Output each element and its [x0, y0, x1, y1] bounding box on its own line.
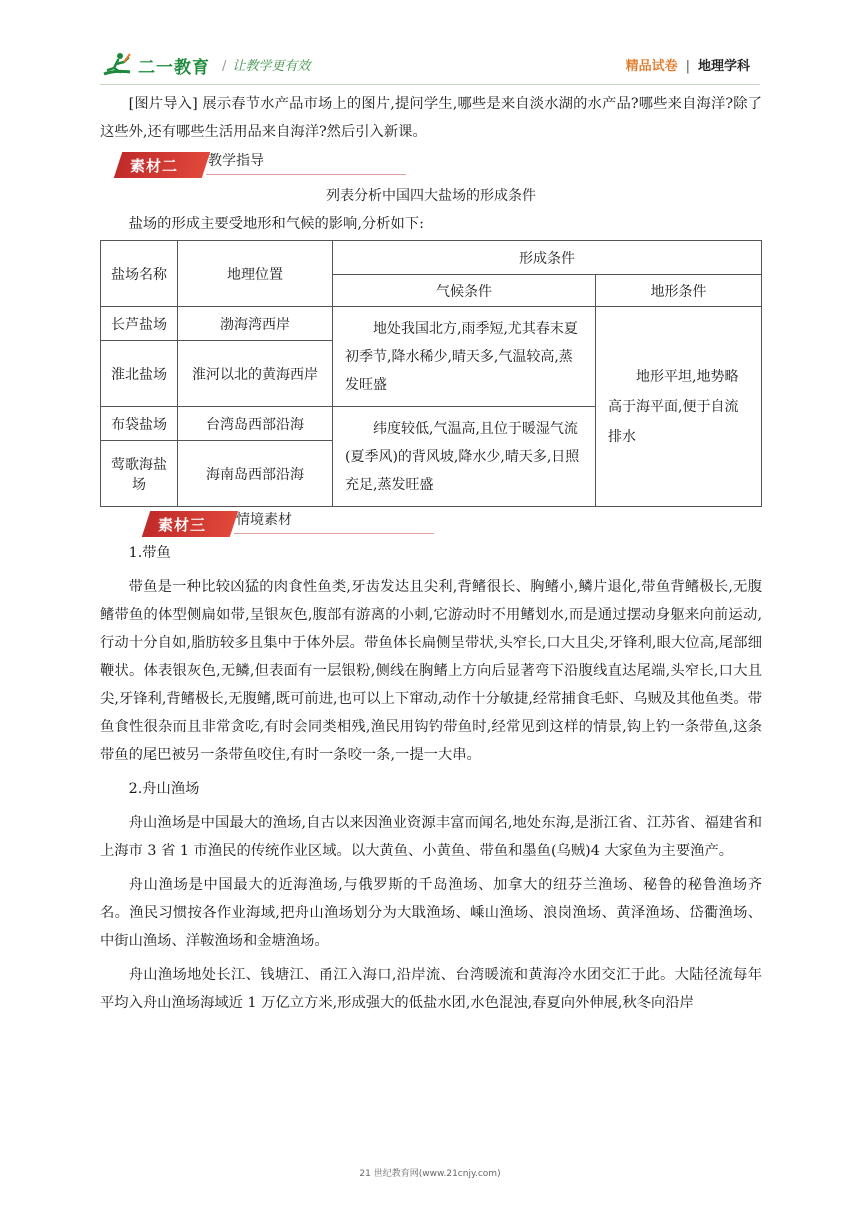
logo — [100, 50, 210, 80]
slogan-text: 让教学更有效 — [232, 59, 311, 74]
section2-header — [100, 150, 762, 180]
table-cell-location: 海南岛西部沿海 — [178, 441, 333, 507]
table-cell-location: 台湾岛西部沿海 — [178, 407, 333, 441]
climate-north — [333, 307, 596, 407]
climate-south — [333, 407, 596, 507]
header-right — [626, 55, 750, 74]
logo-text: 二一教育 — [138, 57, 210, 78]
header-separator: | — [685, 59, 690, 74]
item2-paragraph-1: 舟山渔场是中国最大的渔场,自古以来因渔业资源丰富而闻名,地处东海,是浙江省、江苏省、福建省和上海市 3 省 1 市渔民的传统作业区域。以大黄鱼、小黄鱼、带鱼和墨鱼(乌贼)4 大家鱼为主要渔产。 — [100, 815, 762, 859]
header-conditions: 形成条件 — [333, 241, 762, 275]
table-title: 列表分析中国四大盐场的形成条件 — [326, 188, 536, 204]
page-footer: 21 世纪教育网(www.21cnjy.com) — [359, 1169, 501, 1179]
climate-south-text: 纬度较低,气温高,且位于暖湿气流(夏季风)的背风坡,降水少,晴天多,日照充足,蒸发旺盛 — [345, 420, 580, 493]
section2-underline — [206, 174, 406, 175]
page-header — [100, 46, 760, 86]
salt-field-table — [100, 240, 762, 507]
header-divider — [100, 84, 760, 85]
section3-tag: 素材三 — [158, 516, 207, 534]
section3-header — [100, 509, 762, 539]
table-cell-name: 淮北盐场 — [101, 341, 178, 407]
table-lead: 盐场的形成主要受地形和气候的影响,分析如下: — [128, 216, 424, 232]
section3-title: 情境素材 — [236, 512, 292, 528]
item2-paragraph-2: 舟山渔场是中国最大的近海渔场,与俄罗斯的千岛渔场、加拿大的纽芬兰渔场、秘鲁的秘鲁渔场齐名。渔民习惯按各作业海域,把舟山渔场划分为大戢渔场、嵊山渔场、浪岗渔场、黄泽渔场、岱衢渔场、中街山渔场、洋鞍渔场和金塘渔场。 — [100, 877, 762, 949]
intro-paragraph: [图片导入] 展示春节水产品市场上的图片,提问学生,哪些是来自淡水湖的水产品?哪些来自海洋?除了这些外,还有哪些生活用品来自海洋?然后引入新课。 — [100, 96, 762, 140]
table-cell-name: 长芦盐场 — [101, 307, 178, 341]
section2-title: 教学指导 — [208, 153, 264, 169]
quality-label: 精品试卷 — [625, 59, 678, 74]
runner-logo-icon — [100, 50, 136, 80]
slogan: / 让教学更有效 — [222, 59, 311, 74]
item2-title: 2.舟山渔场 — [128, 781, 200, 797]
terrain-all: 地形平坦,地势略高于海平面,便于自流排水 — [596, 307, 762, 507]
section3-underline — [234, 533, 434, 534]
subject-label: 地理学科 — [697, 59, 750, 74]
climate-north-text: 地处我国北方,雨季短,尤其春末夏初季节,降水稀少,晴天多,气温较高,蒸发旺盛 — [345, 320, 578, 393]
item1-title: 1.带鱼 — [128, 545, 171, 561]
header-name: 盐场名称 — [101, 241, 178, 307]
header-terrain: 地形条件 — [596, 275, 762, 307]
header-location: 地理位置 — [178, 241, 333, 307]
table-cell-location: 淮河以北的黄海西岸 — [178, 341, 333, 407]
table-cell-name: 莺歌海盐场 — [101, 441, 178, 507]
table-cell-location: 渤海湾西岸 — [178, 307, 333, 341]
page-content — [100, 90, 762, 1017]
table-cell-name: 布袋盐场 — [101, 407, 178, 441]
header-climate: 气候条件 — [333, 275, 596, 307]
item1-text: 带鱼是一种比较凶猛的肉食性鱼类,牙齿发达且尖利,背鳍很长、胸鳍小,鳞片退化,带鱼背鳍极长,无腹鳍带鱼的体型侧扁如带,呈银灰色,腹部有游离的小刺,它游动时不用鳍划水,而是通过摆动身躯来向前运动,行动十分自如,脂肪较多且集中于体外层。带鱼体长扁侧呈带状,头窄长,口大且尖,牙锋利,眼大位高,尾部细鞭状。体表银灰色,无鳞,但表面有一层银粉,侧线在胸鳍上方向后显著弯下沿腹线直达尾端,头窄长,口大且尖,牙锋利,背鳍极长,无腹鳍,既可前进,也可以上下窜动,动作十分敏捷,经常捕食毛虾、乌贼及其他鱼类。带鱼食性很杂而且非常贪吃,有时会同类相残,渔民用钩钓带鱼时,经常见到这样的情景,钩上钓一条带鱼,这条带鱼的尾巴被另一条带鱼咬住,有时一条咬一条,一提一大串。 — [100, 579, 762, 763]
item2-paragraph-3: 舟山渔场地处长江、钱塘江、甬江入海口,沿岸流、台湾暖流和黄海冷水团交汇于此。大陆径流每年平均入舟山渔场海域近 1 万亿立方米,形成强大的低盐水团,水色混浊,春夏向外伸展,秋冬向沿岸 — [100, 967, 762, 1011]
section2-tag: 素材二 — [130, 157, 179, 175]
